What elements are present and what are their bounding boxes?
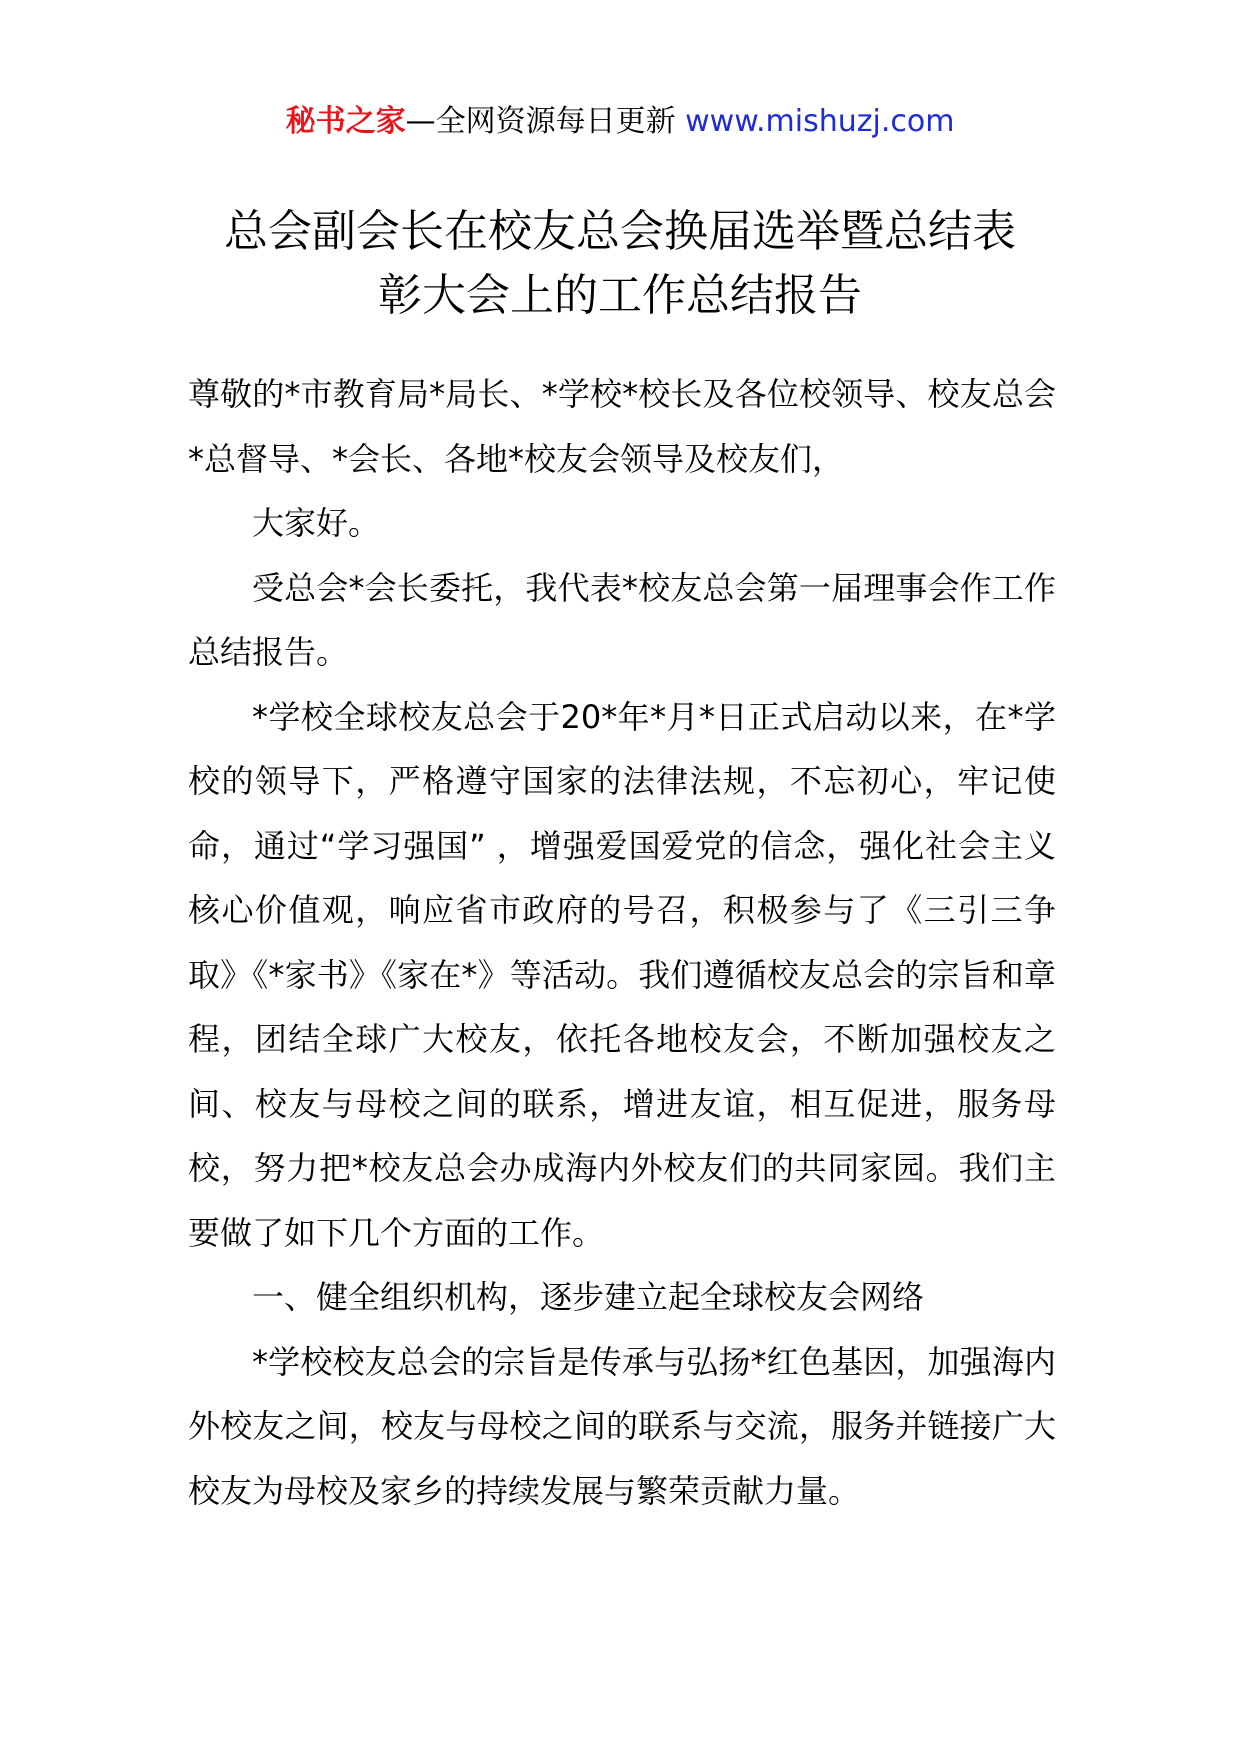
greeting: 大家好。 [252,504,381,542]
document-title [160,200,1080,328]
document-body [188,362,1056,1523]
site-url-link[interactable]: www.mishuzj.com [685,104,955,139]
site-header [0,100,1240,144]
paragraph-1: 受总会*会长委托，我代表*校友总会第一届理事会作工作总结报告。 [188,568,1056,671]
paragraph-3: *学校校友总会的宗旨是传承与弘扬*红色基因，加强海内外校友之间，校友与母校之间的联系与交流，服务并链接广大校友为母校及家乡的持续发展与繁荣贡献力量。 [188,1342,1056,1510]
brand-name: 秘书之家 [285,104,406,139]
section-heading-1: 一、健全组织机构，逐步建立起全球校友会网络 [252,1278,925,1316]
header-slogan: —全网资源每日更新 [405,104,686,139]
title-line-2: 彰大会上的工作总结报告 [378,270,862,321]
salutation: 尊敬的*市教育局*局长、*学校*校长及各位校领导、校友总会*总督导、*会长、各地*校友会领导及校友们， [188,375,1056,478]
paragraph-2: *学校全球校友总会于20*年*月*日正式启动以来，在*学校的领导下，严格遵守国家的法律法规，不忘初心，牢记使命，通过“学习强国” ，增强爱国爱党的信念，强化社会主义核心价值观，响应省市政府的号召，积极参与了《三引三争取》《*家书》《家在*》等活动。我们遵循校友总会的宗旨和章程，团结全球广大校友，依托各地校友会，不断加强校友之间、校友与母校之间的联系，增进友谊，相互促进，服务母校，努力把*校友总会办成海内外校友们的共同家园。我们主要做了如下几个方面的工作。 [188,697,1056,1252]
title-line-1: 总会副会长在校友总会换届选举暨总结表 [224,206,1016,257]
